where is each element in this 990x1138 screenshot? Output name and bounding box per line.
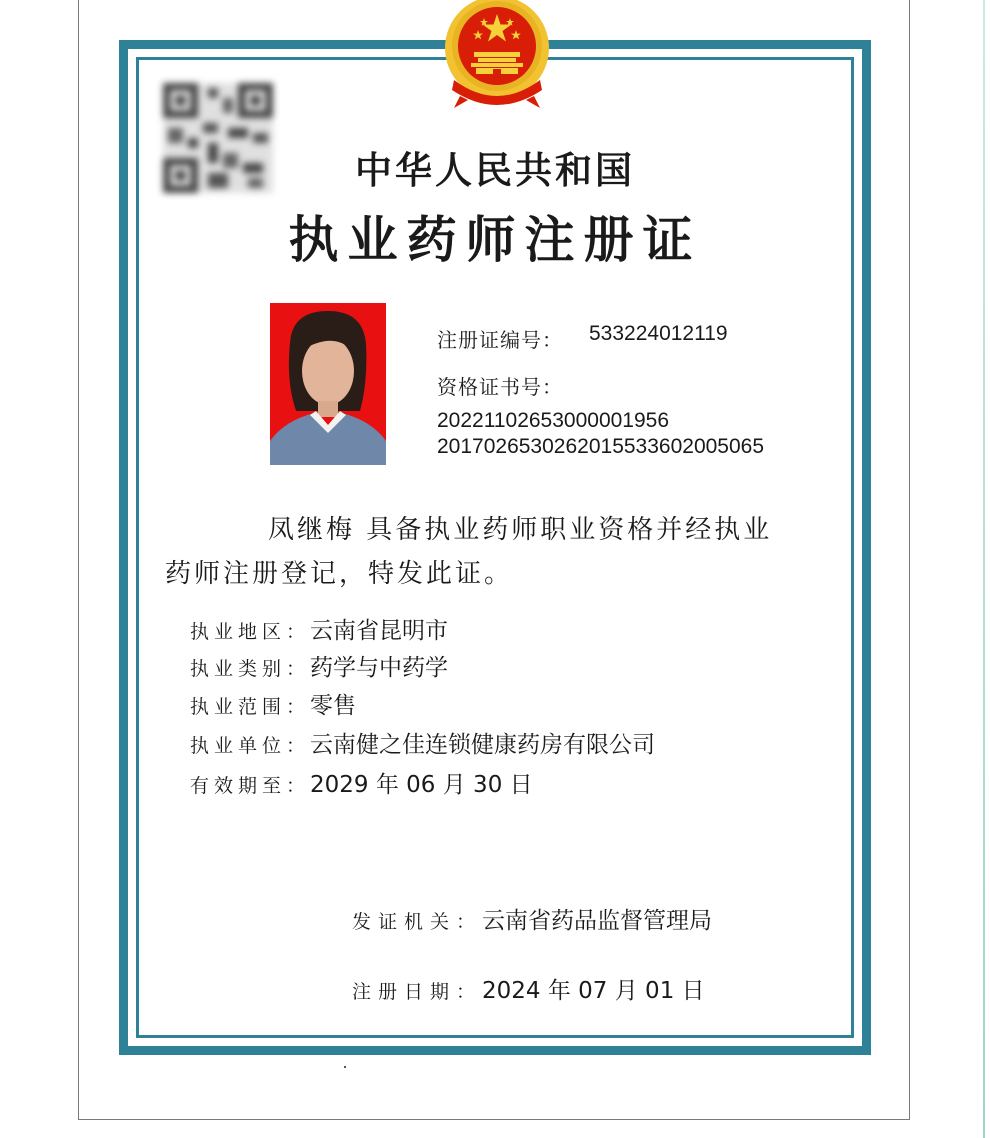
certificate-statement (165, 508, 845, 596)
field-value: 云南省昆明市 (310, 618, 449, 644)
holder-photo (270, 303, 386, 465)
field-practice-region (190, 612, 448, 645)
reg-date-value: 2024 年 07 月 01 日 (482, 978, 705, 1004)
holder-name: 凤继梅 (268, 515, 356, 545)
country-title: 中华人民共和国 (355, 149, 635, 192)
qualification-no-2: 2017026530262015533602005065 (437, 435, 765, 458)
national-emblem-icon (438, 0, 556, 110)
qualification-no-1: 20221102653000001956 (437, 409, 670, 432)
field-value: 药学与中药学 (310, 655, 449, 681)
field-valid-until (190, 766, 533, 799)
field-label: 执业地区： (190, 621, 311, 643)
field-practice-scope (190, 687, 356, 720)
registration-date (352, 972, 705, 1005)
issuer-label: 发证机关： (352, 911, 483, 933)
reg-date-label: 注册日期： (352, 981, 483, 1003)
field-practice-unit (190, 726, 655, 759)
field-label: 执业范围： (190, 696, 311, 718)
registration-no: 533224012119 (589, 322, 728, 345)
stray-dot (344, 1066, 346, 1068)
field-label: 执业类别： (190, 658, 311, 680)
statement-line-2: 药师注册登记，特发此证。 (165, 559, 514, 589)
field-label: 有效期至： (190, 775, 311, 797)
issuer-value: 云南省药品监督管理局 (482, 908, 713, 934)
field-value: 云南健之佳连锁健康药房有限公司 (310, 732, 656, 758)
field-practice-category (190, 649, 448, 682)
statement-line-1: 具备执业药师职业资格并经执业 (366, 515, 773, 545)
registration-no-label: 注册证编号： (437, 328, 563, 352)
certificate-title: 执业药师注册证 (288, 211, 702, 269)
field-value: 零售 (310, 693, 357, 719)
issuing-authority (352, 902, 712, 935)
field-label: 执业单位： (190, 735, 311, 757)
field-value: 2029 年 06 月 30 日 (310, 772, 533, 798)
qualification-no-label: 资格证书号： (437, 375, 563, 399)
